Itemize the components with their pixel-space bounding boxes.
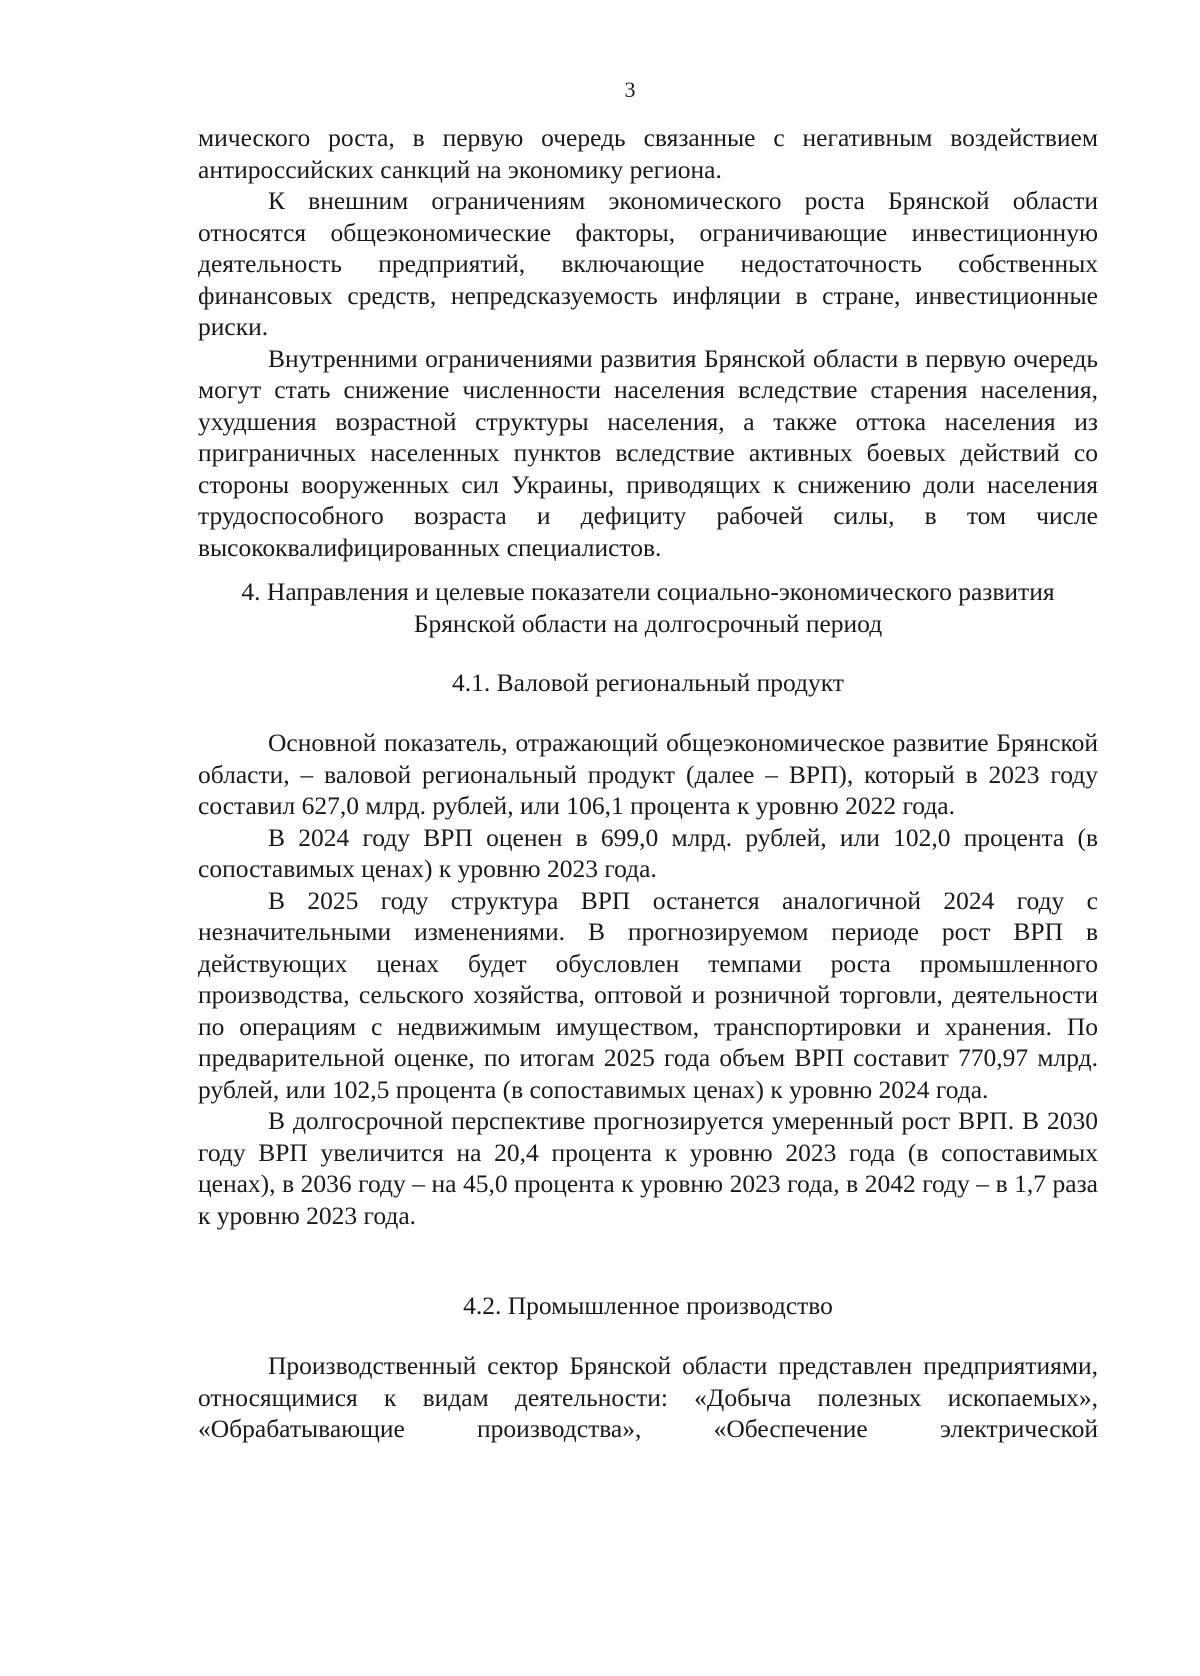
paragraph-4-1-2: В 2024 году ВРП оценен в 699,0 млрд. рублей, или 102,0 процента (в сопоставимых ценах) к уровню 2023 года. [198,822,1098,883]
intro-text-block [198,122,1098,563]
section-4-heading-line-1: 4. Направления и целевые показатели социально-экономического развития [241,577,1055,606]
paragraph-4-1-3: В 2025 году структура ВРП останется аналогичной 2024 году с незначительными изменениями. В прогнозируемом периоде рост ВРП в действующих ценах будет обусловлен темпами роста промышленного производства, сельского хозяйства, оптовой и розничной торговли, деятельности по операциям с недвижимым имуществом, транспортировки и хранения. По предварительной оценке, по итогам 2025 года объем ВРП составит 770,97 млрд. рублей, или 102,5 процента (в сопоставимых ценах) к уровню 2024 года. [198,885,1098,1104]
paragraph-intro-1: мического роста, в первую очередь связанные с негативным воздействием антироссийских санкций на экономику региона. [198,123,1098,184]
paragraph-intro-2: К внешним ограничениям экономического роста Брянской области относятся общеэкономические факторы, ограничивающие инвестиционную деятельность предприятий, включающие недостаточность собственных финансовых средств, непредсказуемость инфляции в стране, инвестиционные риски. [198,186,1098,341]
section-4-2-body [198,1350,1098,1445]
paragraph-4-2-1: Производственный сектор Брянской области представлен предприятиями, относящимися к видам деятельности: «Добыча полезных ископаемых», «Обрабатывающие производства», «Обеспечение электрической [198,1351,1098,1443]
page-number: 3 [624,77,636,102]
paragraph-intro-3: Внутренними ограничениями развития Брянской области в первую очередь могут стать снижение численности населения вследствие старения населения, ухудшения возрастной структуры населения, а также оттока населения из приграничных населенных пунктов вследствие активных боевых действий со стороны вооруженных сил Украины, приводящих к снижению доли населения трудоспособного возраста и дефициту рабочей силы, в том числе высококвалифицированных специалистов. [198,343,1098,562]
section-4-1-heading: 4.1. Валовой региональный продукт [452,668,844,697]
paragraph-4-1-4: В долгосрочной перспективе прогнозируется умеренный рост ВРП. В 2030 году ВРП увеличится на 20,4 процента к уровню 2023 года (в сопоставимых ценах), в 2036 году – на 45,0 процента к уровню 2023 года, в 2042 году – в 1,7 раза к уровню 2023 года. [198,1106,1098,1230]
section-4-heading [198,576,1098,639]
paragraph-4-1-1: Основной показатель, отражающий общеэкономическое развитие Брянской области, – валовой региональный продукт (далее – ВРП), который в 2023 году составил 627,0 млрд. рублей, или 106,1 процента к уровню 2022 года. [198,728,1098,820]
section-4-1-body [198,727,1098,1231]
section-4-heading-line-2: Брянской области на долгосрочный период [413,608,883,638]
section-4-2-heading: 4.2. Промышленное производство [463,1291,833,1320]
